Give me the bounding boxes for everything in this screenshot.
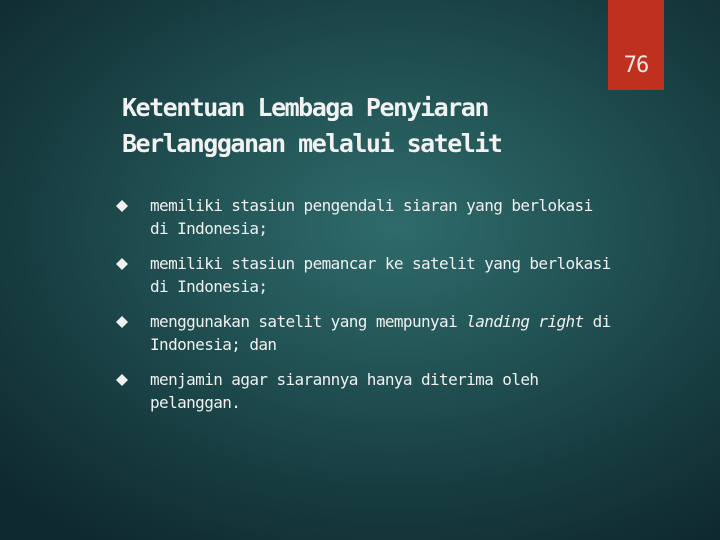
bullet-text-before: menggunakan satelit yang mempunyai — [150, 312, 467, 331]
bullet-item — [114, 252, 614, 298]
diamond-icon — [116, 316, 128, 328]
page-number-tab — [608, 0, 664, 90]
page-number: 76 — [623, 53, 649, 78]
diamond-icon — [116, 200, 128, 212]
bullet-item — [114, 368, 614, 414]
bullet-text: memiliki stasiun pengendali siaran yang berlokasi di Indonesia; — [150, 196, 593, 238]
slide-title — [122, 90, 592, 162]
slide-title-line-2: Berlangganan melalui satelit — [122, 129, 502, 158]
bullet-text: menjamin agar siarannya hanya diterima oleh pelanggan. — [150, 370, 539, 412]
bullet-list — [114, 194, 614, 426]
diamond-icon — [116, 258, 128, 270]
bullet-item — [114, 194, 614, 240]
diamond-icon — [116, 374, 128, 386]
bullet-item — [114, 310, 614, 356]
bullet-text: memiliki stasiun pemancar ke satelit yang berlokasi di Indonesia; — [150, 254, 611, 296]
slide-title-line-1: Ketentuan Lembaga Penyiaran — [122, 93, 488, 122]
bullet-italic-term: landing right — [466, 312, 584, 331]
bullet-text-after: di Indonesia; dan — [150, 312, 611, 354]
